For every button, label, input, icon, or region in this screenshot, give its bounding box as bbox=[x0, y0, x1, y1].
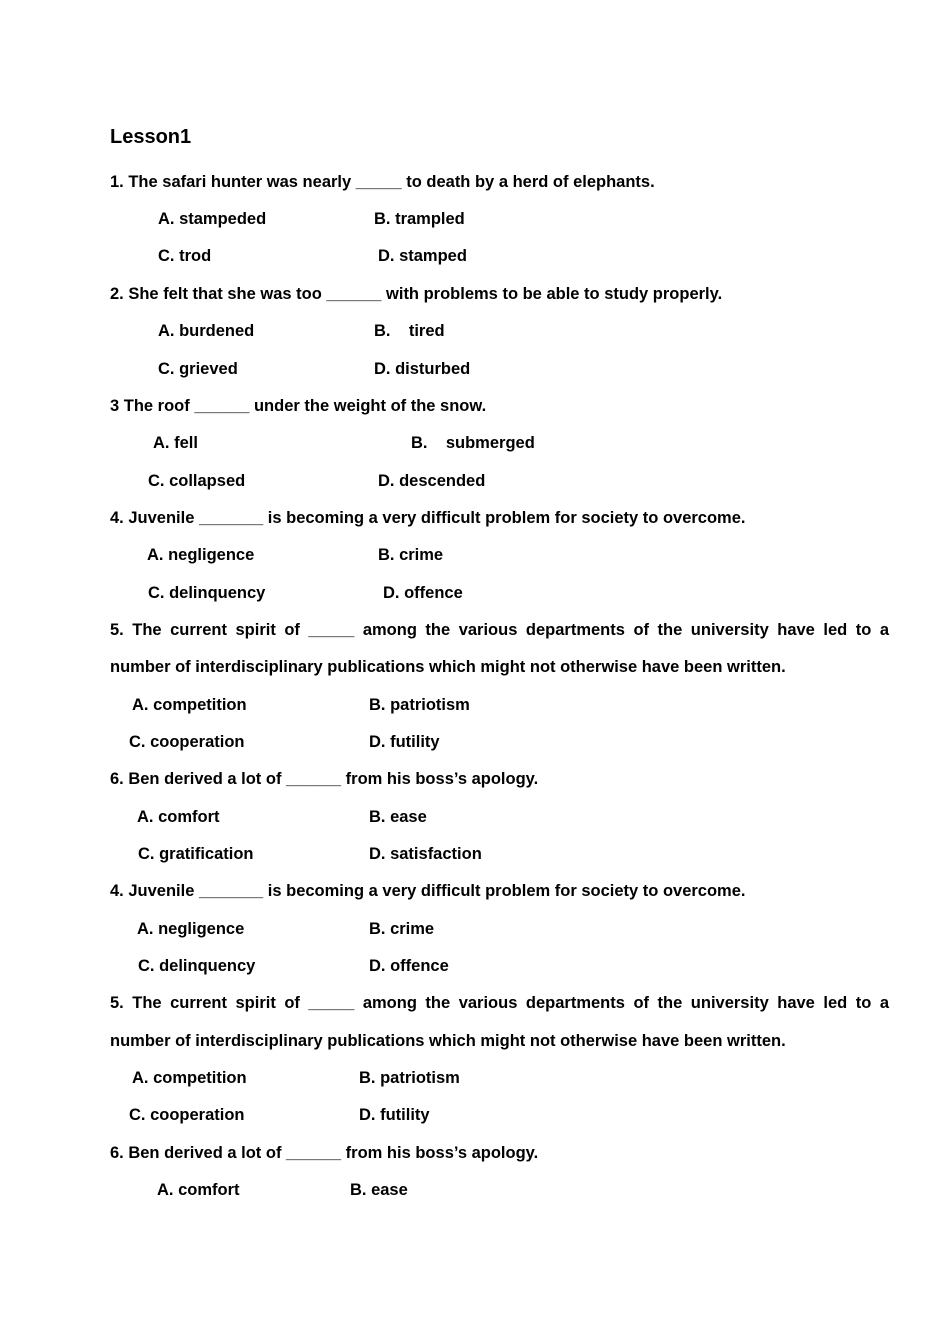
question-stem: 2. She felt that she was too ______ with problems to be able to study properly. bbox=[110, 285, 723, 303]
option-d: D. stamped bbox=[378, 247, 467, 265]
option-a: A. competition bbox=[132, 696, 247, 714]
option-c: C. grieved bbox=[158, 360, 238, 378]
option-b: B. crime bbox=[378, 546, 444, 564]
option-d: D. offence bbox=[369, 957, 449, 975]
option-c: C. delinquency bbox=[148, 584, 266, 602]
option-c: C. trod bbox=[158, 247, 212, 265]
option-d: D. futility bbox=[359, 1106, 430, 1124]
question-stem-line-2: number of interdisciplinary publications which might not otherwise have been written. bbox=[110, 658, 786, 676]
option-c: C. cooperation bbox=[129, 733, 245, 751]
question-stem-line-1: 5. The current spirit of _____ among the various departments of the university have led to a bbox=[110, 994, 889, 1012]
option-b: B. patriotism bbox=[369, 696, 470, 714]
question-stem-line-2: number of interdisciplinary publications which might not otherwise have been written. bbox=[110, 1032, 786, 1050]
option-b: B. trampled bbox=[374, 210, 465, 228]
page-title: Lesson1 bbox=[110, 126, 192, 148]
option-d: D. descended bbox=[378, 472, 486, 490]
option-a: A. negligence bbox=[147, 546, 255, 564]
option-a: A. stampeded bbox=[158, 210, 267, 228]
option-a: A. burdened bbox=[158, 322, 255, 340]
option-d: D. futility bbox=[369, 733, 440, 751]
option-c: C. delinquency bbox=[138, 957, 256, 975]
question-stem: 4. Juvenile _______ is becoming a very difficult problem for society to overcome. bbox=[110, 509, 746, 527]
question-stem: 6. Ben derived a lot of ______ from his boss’s apology. bbox=[110, 770, 539, 788]
option-d: D. satisfaction bbox=[369, 845, 482, 863]
question-stem-line-1: 5. The current spirit of _____ among the various departments of the university have led to a bbox=[110, 621, 889, 639]
option-d: D. disturbed bbox=[374, 360, 471, 378]
option-b: B. crime bbox=[369, 920, 435, 938]
question-stem: 1. The safari hunter was nearly _____ to death by a herd of elephants. bbox=[110, 173, 655, 191]
option-b: B. ease bbox=[350, 1181, 408, 1199]
option-c: C. collapsed bbox=[148, 472, 246, 490]
option-b: B. ease bbox=[369, 808, 427, 826]
option-c: C. cooperation bbox=[129, 1106, 245, 1124]
option-c: C. gratification bbox=[138, 845, 254, 863]
option-b: B. tired bbox=[374, 322, 445, 340]
option-a: A. negligence bbox=[137, 920, 245, 938]
question-stem: 3 The roof ______ under the weight of the snow. bbox=[110, 397, 487, 415]
option-a: A. comfort bbox=[157, 1181, 240, 1199]
option-a: A. competition bbox=[132, 1069, 247, 1087]
option-a: A. fell bbox=[153, 434, 198, 452]
question-stem: 6. Ben derived a lot of ______ from his boss’s apology. bbox=[110, 1144, 539, 1162]
question-stem: 4. Juvenile _______ is becoming a very difficult problem for society to overcome. bbox=[110, 882, 746, 900]
option-b: B. patriotism bbox=[359, 1069, 460, 1087]
option-d: D. offence bbox=[383, 584, 463, 602]
option-a: A. comfort bbox=[137, 808, 220, 826]
option-b: B. submerged bbox=[411, 434, 535, 452]
